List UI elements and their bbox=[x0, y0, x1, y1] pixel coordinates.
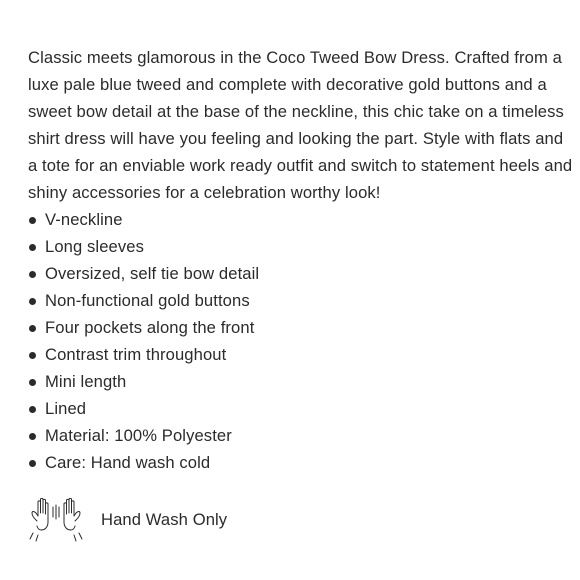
feature-text: Non-functional gold buttons bbox=[45, 291, 250, 310]
feature-text: Contrast trim throughout bbox=[45, 345, 227, 364]
feature-item bbox=[28, 233, 576, 260]
bullet-icon bbox=[29, 271, 36, 278]
feature-item bbox=[28, 341, 576, 368]
feature-text: Long sleeves bbox=[45, 237, 144, 256]
bullet-icon bbox=[29, 325, 36, 332]
feature-list bbox=[28, 206, 576, 476]
feature-text: Mini length bbox=[45, 372, 127, 391]
bullet-icon bbox=[29, 352, 36, 359]
hand-wash-icon bbox=[28, 497, 84, 543]
feature-item bbox=[28, 206, 576, 233]
feature-text: V-neckline bbox=[45, 210, 123, 229]
feature-text: Oversized, self tie bow detail bbox=[45, 264, 260, 283]
feature-item bbox=[28, 314, 576, 341]
feature-item bbox=[28, 422, 576, 449]
feature-text: Lined bbox=[45, 399, 87, 418]
feature-item bbox=[28, 395, 576, 422]
bullet-icon bbox=[29, 379, 36, 386]
bullet-icon bbox=[29, 217, 36, 224]
feature-item bbox=[28, 260, 576, 287]
bullet-icon bbox=[29, 460, 36, 467]
bullet-icon bbox=[29, 244, 36, 251]
bullet-icon bbox=[29, 433, 36, 440]
feature-text: Four pockets along the front bbox=[45, 318, 255, 337]
feature-item bbox=[28, 287, 576, 314]
feature-item bbox=[28, 449, 576, 476]
product-description: Classic meets glamorous in the Coco Tweed Bow Dress. Crafted from a luxe pale blue tweed and complete with decorative gold buttons and a sweet bow detail at the base of the neckline, this chic take on a timeless shirt dress will have you feeling and looking the part. Style with flats and a tote for an enviable work ready outfit and switch to statement heels and shiny accessories for a celebration worthy look! bbox=[28, 48, 573, 202]
bullet-icon bbox=[29, 406, 36, 413]
care-instruction bbox=[28, 497, 227, 543]
feature-text: Care: Hand wash cold bbox=[45, 453, 211, 472]
feature-text: Material: 100% Polyester bbox=[45, 426, 232, 445]
feature-item bbox=[28, 368, 576, 395]
care-label: Hand Wash Only bbox=[101, 510, 228, 529]
product-details bbox=[28, 44, 576, 476]
bullet-icon bbox=[29, 298, 36, 305]
